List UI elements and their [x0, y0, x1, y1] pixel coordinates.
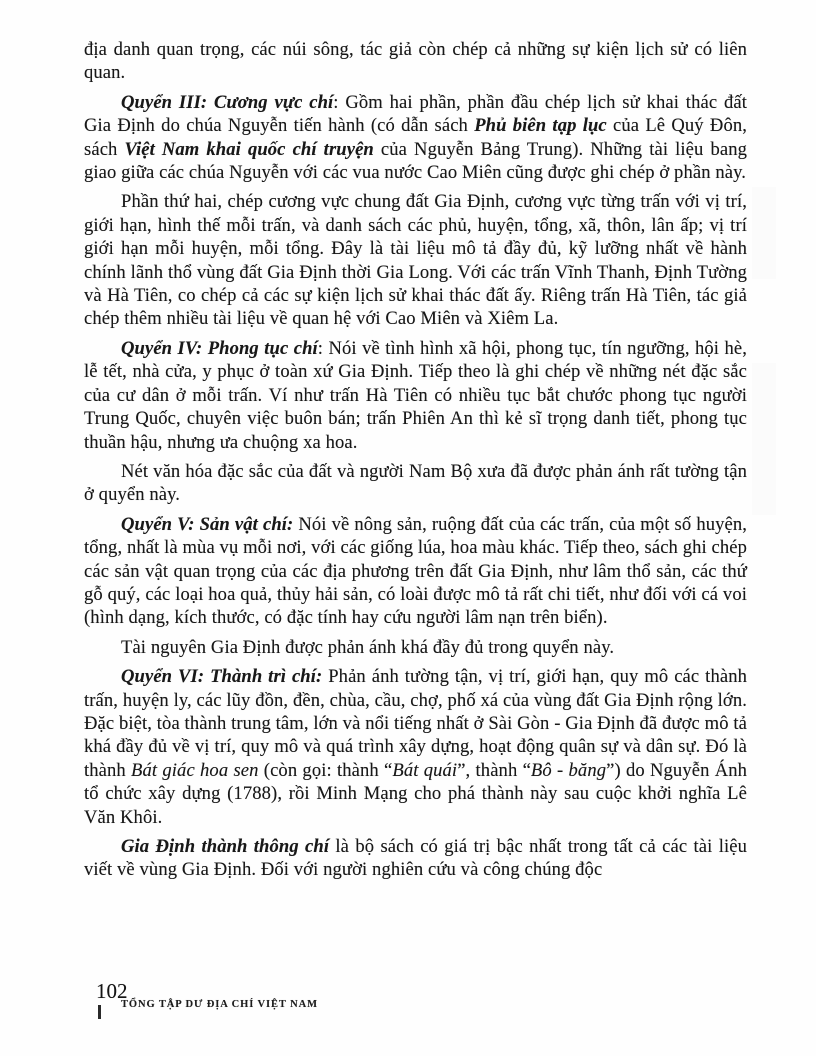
text-run: Quyển V: Sản vật chí: [121, 513, 294, 535]
text-run: Quyển VI: Thành trì chí: [121, 666, 323, 688]
scan-smudge [752, 363, 776, 515]
paragraph [84, 636, 747, 659]
scan-smudge [752, 187, 776, 279]
text-run: ”, thành “ [457, 759, 531, 781]
paragraph [84, 337, 747, 454]
page-body [84, 38, 747, 888]
text-run: : Gồm hai phần, phần đầu chép lịch sử khai thác đất Gia Định do chúa Nguyễn tiến hành (có dẫn sách [84, 91, 747, 137]
text-run: (còn gọi: thành “ [258, 759, 393, 781]
paragraph [84, 91, 747, 185]
paragraph [84, 513, 747, 630]
text-run: Phản ánh tường tận, vị trí, giới hạn, quy mô các thành trấn, huyện ly, các lũy đồn, đền, chùa, cầu, chợ, phố xá của vùng đất Gia Định rộng lớn. Đặc biệt, tòa thành trung tâm, lớn và nổi tiếng nhất ở Sài Gòn - Gia Định đã được mô tả khá đầy đủ về vị trí, quy mô và quá trình xây dựng, hoạt động quân sự và dân sự. Đó là thành [84, 666, 747, 781]
text-run: Nói về nông sản, ruộng đất của các trấn, của một số huyện, tổng, nhất là mùa vụ mỗi nơi, với các giống lúa, hoa màu khác. Tiếp theo, sách ghi chép các sản vật quan trọng của các địa phương trên đất Gia Định, như lâm thổ sản, các thứ gỗ quý, các loại hoa quả, thủy hải sản, có loài được mô tả rất chi tiết, như đối với cá voi (hình dạng, kích thước, có đặc tính hay cứu người lâm nạn trên biển). [84, 513, 748, 629]
paragraph [84, 38, 747, 85]
text-run: Quyển IV: Phong tục chí [121, 337, 318, 359]
text-run: của Lê Quý Đôn, sách [84, 115, 747, 160]
footer-tick-icon [98, 1005, 101, 1019]
text-run: Tài nguyên Gia Định được phản ánh khá đầy đủ trong quyển này. [121, 636, 615, 658]
text-run: Gia Định thành thông chí [121, 836, 330, 857]
text-run: : Nói về tình hình xã hội, phong tục, tín ngưỡng, hội hè, lễ tết, nhà cửa, y phục ở toàn xứ Gia Định. Tiếp theo là ghi chép về những nét đặc sắc của cư dân ở mỗi trấn. Ví như trấn Hà Tiên có nhiều tục bắt chước phong tục người Trung Quốc, chuyên việc buôn bán; trấn Phiên An thì kẻ sĩ trọng danh tiết, phong tục thuần hậu, nhưng ưa chuộng xa hoa. [84, 337, 747, 453]
text-run: Nét văn hóa đặc sắc của đất và người Nam Bộ xưa đã được phản ánh rất tường tận ở quyển này. [84, 460, 747, 506]
text-run: Quyển III: Cương vực chí [121, 91, 334, 113]
page-number: 102 [96, 979, 128, 1003]
text-run: ”) do Nguyễn Ánh tổ chức xây dựng (1788), rồi Minh Mạng cho phá thành này sau cuộc khởi nghĩa Lê Văn Khôi. [84, 759, 748, 828]
text-run: địa danh quan trọng, các núi sông, tác giả còn chép cả những sự kiện lịch sử có liên quan. [84, 39, 747, 84]
text-run: Bát giác hoa sen [131, 759, 259, 781]
text-run: của Nguyễn Bảng Trung). Những tài liệu bang giao giữa các chúa Nguyễn với các vua nước Cao Miên cũng được ghi chép ở phần này. [84, 138, 747, 184]
footer-book-title: TỔNG TẬP DƯ ĐỊA CHÍ VIỆT NAM [121, 999, 318, 1010]
text-run: Phủ biên tạp lục [474, 115, 607, 137]
paragraph [84, 665, 747, 829]
text-run: là bộ sách có giá trị bậc nhất trong tất cả các tài liệu viết về vùng Gia Định. Đối với người nghiên cứu và công chúng độc [84, 836, 747, 881]
text-run: Bô - băng [530, 759, 607, 781]
paragraph [84, 460, 747, 507]
paragraph [84, 835, 747, 882]
text-run: Phần thứ hai, chép cương vực chung đất Gia Định, cương vực từng trấn với vị trí, giới hạn, hình thế mỗi trấn, và danh sách các phủ, huyện, tổng, xã, thôn, lân ấp; vị trí giới hạn mỗi huyện, mỗi tổng. Đây là tài liệu mô tả đầy đủ, kỹ lưỡng nhất về hành chính lãnh thổ vùng đất Gia Định thời Gia Long. Với các trấn Vĩnh Thanh, Định Tường và Hà Tiên, co chép cả các sự kiện lịch sử khai thác đất ấy. Riêng trấn Hà Tiên, tác giả chép thêm nhiều tài liệu về quan hệ với Cao Miên và Xiêm La. [84, 191, 747, 330]
text-run: Bát quái [392, 759, 458, 781]
paragraph [84, 190, 747, 330]
text-run: Việt Nam khai quốc chí truyện [124, 138, 374, 160]
